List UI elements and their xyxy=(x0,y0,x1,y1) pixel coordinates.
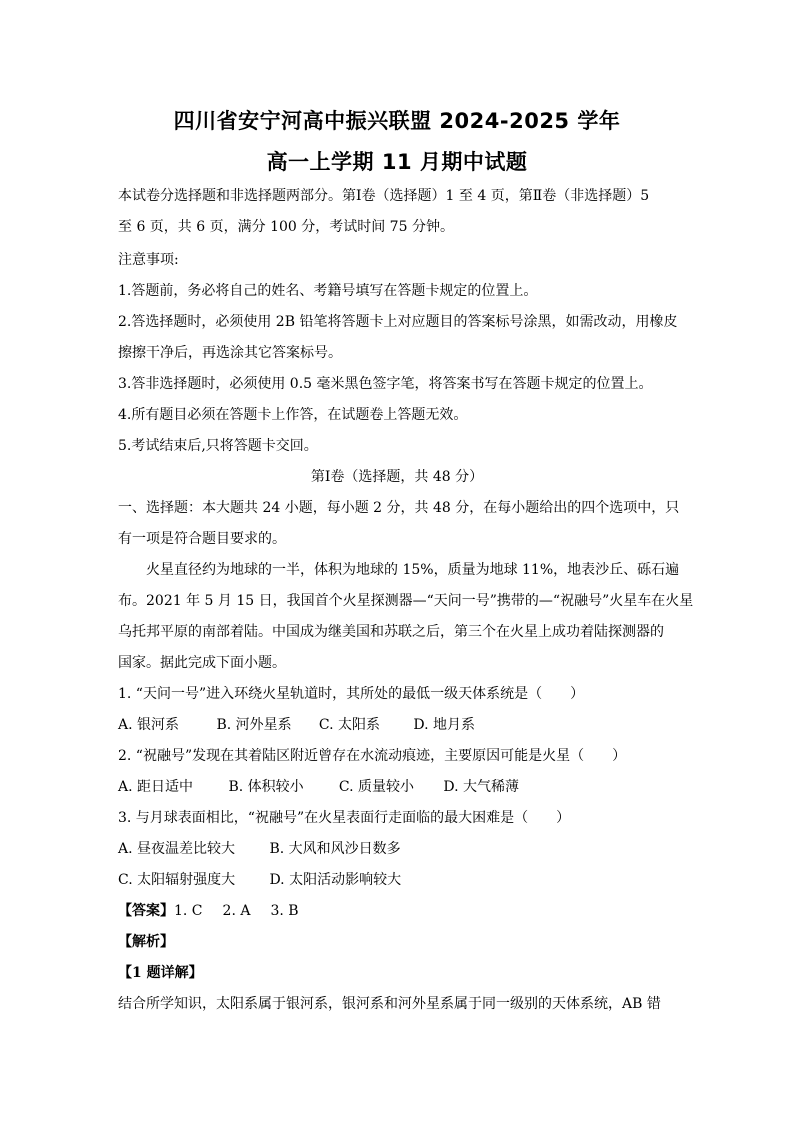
passage-line2: 布。2021 年 5 月 15 日，我国首个火星探测器—“天问一号”携带的—“祝融号”火星车在火星 xyxy=(118,593,694,609)
analysis-text: 结合所学知识，太阳系属于银河系，银河系和河外星系属于同一级别的天体系统，AB 错 xyxy=(118,996,661,1012)
intro-line1: 本试卷分选择题和非选择题两部分。第Ⅰ卷（选择题）1 至 4 页，第Ⅱ卷（非选择题）5 xyxy=(118,188,650,204)
question-3-stem: 3. 与月球表面相比，“祝融号”在火星表面行走面临的最大困难是（ ） xyxy=(118,810,571,826)
section-instructions-line1: 一、选择题：本大题共 24 小题，每小题 2 分，共 48 分，在每小题给出的四个选项中，只 xyxy=(118,500,680,516)
notes-item1: 1.答题前，务必将自己的姓名、考籍号填写在答题卡规定的位置上。 xyxy=(118,283,538,299)
notes-item4: 4.所有题目必须在答题卡上作答，在试题卷上答题无效。 xyxy=(118,407,468,423)
q2-option-a[interactable]: A. 距日适中 xyxy=(118,779,194,795)
q3-option-d[interactable]: D. 太阳活动影响较大 xyxy=(269,872,402,888)
answer-line xyxy=(118,901,678,921)
answer-item: 2. A xyxy=(222,903,251,919)
q1-option-d[interactable]: D. 地月系 xyxy=(413,717,475,733)
q3-option-b[interactable]: B. 大风和风沙日数多 xyxy=(269,841,401,857)
q1-option-a[interactable]: A. 银河系 xyxy=(118,717,180,733)
passage-line4: 国家。据此完成下面小题。 xyxy=(118,655,286,671)
question-3-options-row2 xyxy=(118,870,678,890)
notes-item5: 5.考试结束后,只将答题卡交回。 xyxy=(118,438,318,454)
q1-option-c[interactable]: C. 太阳系 xyxy=(318,717,381,733)
notes-item2b: 擦擦干净后，再选涂其它答案标号。 xyxy=(118,345,342,361)
analysis-detail-label: 【1 题详解】 xyxy=(118,965,203,981)
question-2-options xyxy=(118,777,678,797)
intro-line2: 至 6 页，共 6 页，满分 100 分，考试时间 75 分钟。 xyxy=(118,219,454,235)
question-1-stem: 1. “天问一号”进入环绕火星轨道时，其所处的最低一级天体系统是（ ） xyxy=(118,686,585,702)
passage-line3: 乌托邦平原的南部着陆。中国成为继美国和苏联之后，第三个在火星上成功着陆探测器的 xyxy=(118,624,664,640)
passage-line1: 火星直径约为地球的一半，体积为地球的 15%，质量为地球 11%，地表沙丘、砾石遍 xyxy=(146,562,680,578)
question-2-stem: 2. “祝融号”发现在其着陆区附近曾存在水流动痕迹，主要原因可能是火星（ ） xyxy=(118,748,627,764)
page-title-line1: 四川省安宁河高中振兴联盟 2024-2025 学年 xyxy=(173,109,621,133)
section-instructions-line2: 有一项是符合题目要求的。 xyxy=(118,531,286,547)
question-3-options-row1 xyxy=(118,839,678,859)
q1-option-b[interactable]: B. 河外星系 xyxy=(216,717,292,733)
q2-option-b[interactable]: B. 体积较小 xyxy=(228,779,304,795)
section-heading: 第Ⅰ卷（选择题，共 48 分） xyxy=(310,469,484,485)
q3-option-c[interactable]: C. 太阳辐射强度大 xyxy=(118,872,236,888)
q2-option-d[interactable]: D. 大气稀薄 xyxy=(443,779,519,795)
answer-label: 【答案】 xyxy=(118,903,174,919)
answer-item: 1. C xyxy=(174,903,203,919)
analysis-label: 【解析】 xyxy=(118,934,174,950)
q3-option-a[interactable]: A. 昼夜温差比较大 xyxy=(118,841,236,857)
notes-heading: 注意事项: xyxy=(118,252,179,268)
notes-item2a: 2.答选择题时，必须使用 2B 铅笔将答题卡上对应题目的答案标号涂黑，如需改动，用橡皮 xyxy=(118,314,678,330)
answer-item: 3. B xyxy=(270,903,299,919)
question-1-options xyxy=(118,715,678,735)
q2-option-c[interactable]: C. 质量较小 xyxy=(338,779,415,795)
notes-item3: 3.答非选择题时，必须使用 0.5 毫米黑色签字笔，将答案书写在答题卡规定的位置上。 xyxy=(118,376,653,392)
page-title-line2: 高一上学期 11 月期中试题 xyxy=(266,150,528,174)
